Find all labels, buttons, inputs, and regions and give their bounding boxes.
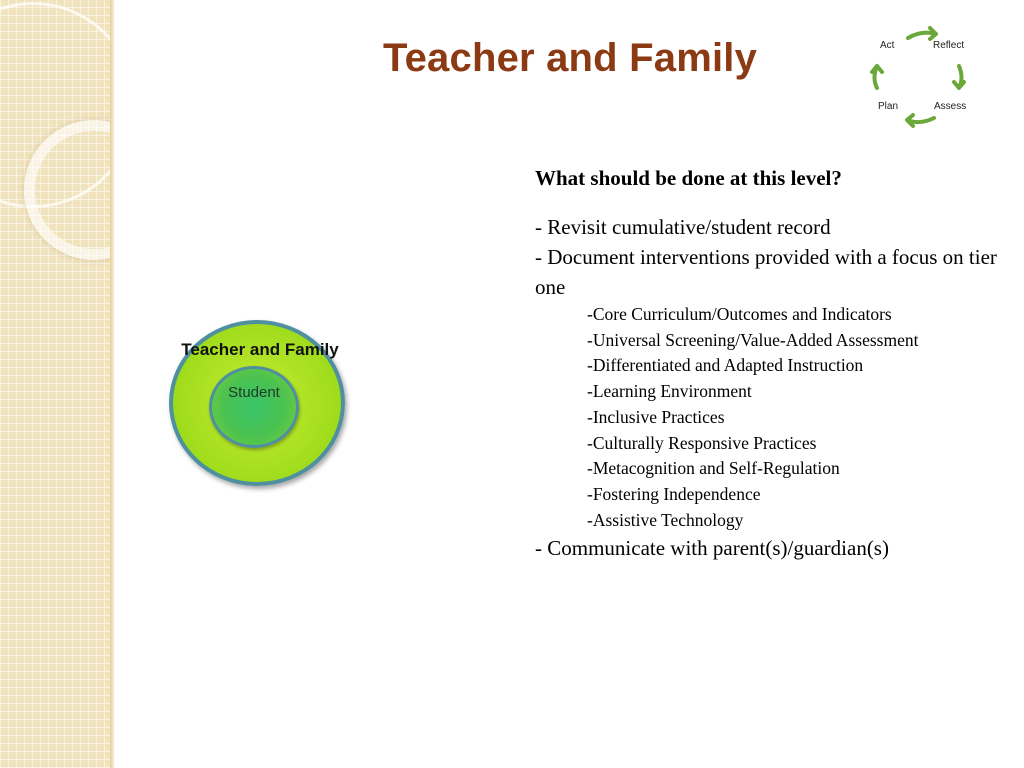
cycle-label-act: Act (880, 40, 895, 51)
bullet-item: - Document interventions provided with a focus on tier one (535, 245, 997, 299)
arrow-bottom-icon (907, 115, 934, 126)
sub-list-item: -Learning Environment (587, 381, 752, 402)
sub-list-item: -Culturally Responsive Practices (587, 432, 817, 453)
sub-list-item: -Inclusive Practices (587, 406, 725, 427)
outer-circle-label: Teacher and Family (181, 340, 339, 359)
content-text (535, 164, 1005, 563)
cycle-label-reflect: Reflect (933, 40, 965, 51)
plan-cycle-diagram (852, 22, 992, 132)
sub-list-item: -Fostering Independence (587, 483, 761, 504)
sub-list-item: -Universal Screening/Value-Added Assessment (587, 329, 919, 350)
sub-list (535, 302, 1005, 533)
sub-list-item: -Differentiated and Adapted Instruction (587, 355, 864, 376)
sub-list-item: -Metacognition and Self-Regulation (587, 458, 840, 479)
cycle-arrows (852, 22, 992, 132)
sidebar-edge (110, 0, 114, 768)
decorative-sidebar (0, 0, 113, 768)
bullet-item: - Revisit cumulative/student record (535, 215, 831, 239)
slide-title: Teacher and Family (382, 36, 758, 80)
content-heading: What should be done at this level? (535, 166, 842, 190)
arrow-left-icon (872, 66, 882, 88)
inner-circle (209, 366, 299, 448)
inner-circle-label: Student (228, 384, 280, 401)
arrow-top-icon (908, 28, 936, 39)
cycle-label-plan: Plan (878, 101, 899, 112)
cycle-label-assess: Assess (934, 101, 967, 112)
arrow-right-icon (954, 66, 964, 88)
bullet-item: - Communicate with parent(s)/guardian(s) (535, 536, 889, 561)
sub-list-item: -Core Curriculum/Outcomes and Indicators (587, 304, 892, 324)
concentric-circle-diagram (160, 316, 360, 486)
sub-list-item: -Assistive Technology (587, 509, 744, 530)
